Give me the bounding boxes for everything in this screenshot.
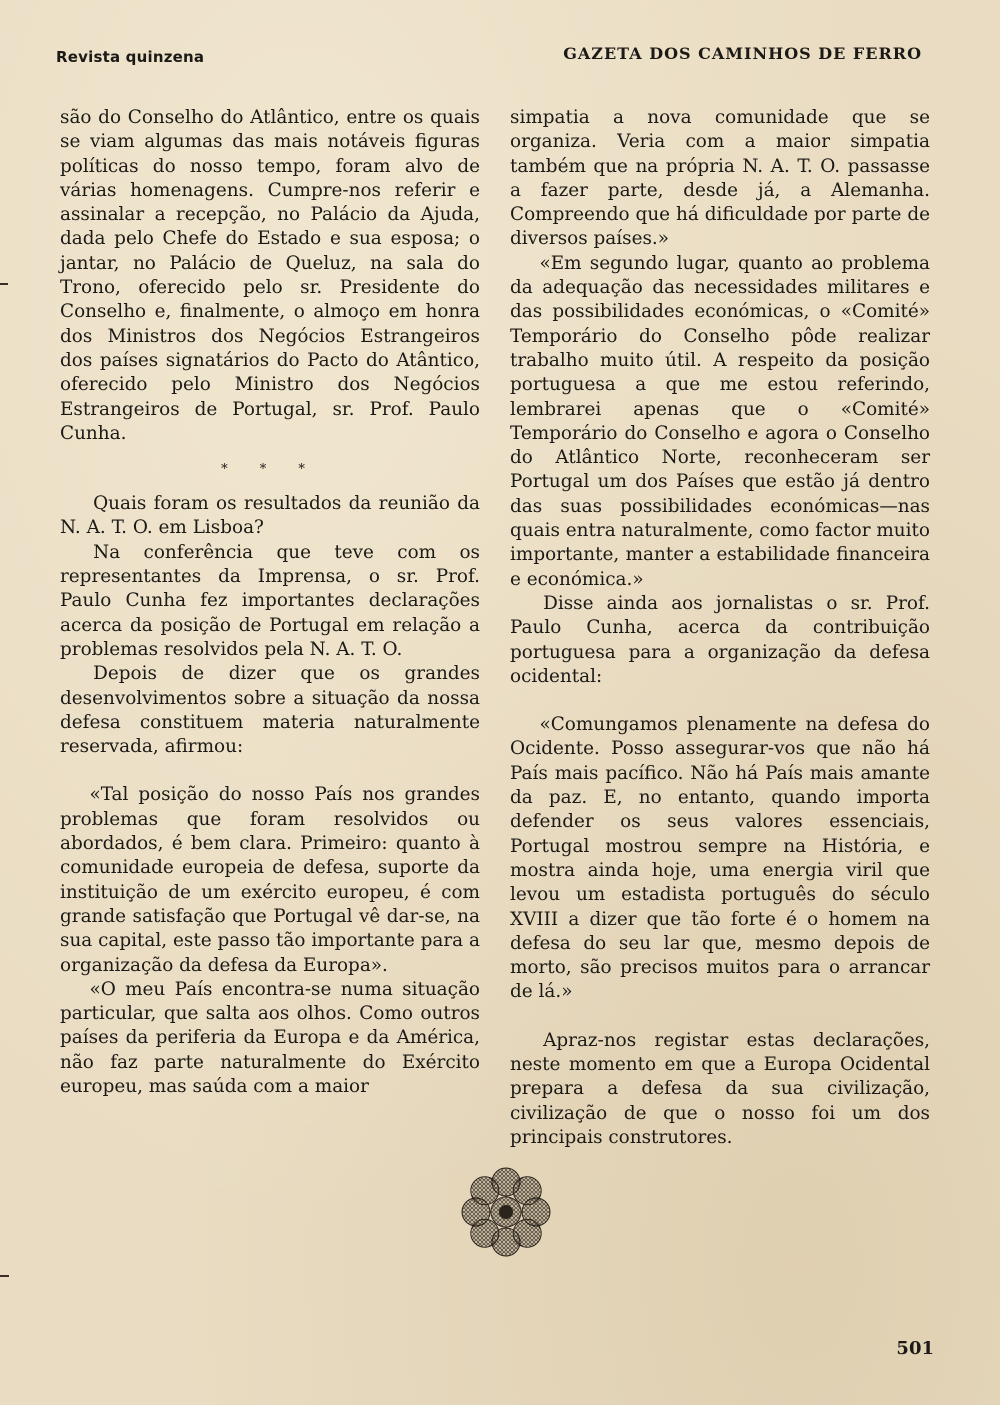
paragraph: Quais foram os resultados da reunião da N. A. T. O. em Lisboa? [60, 493, 480, 539]
paragraph: Depois de dizer que os grandes desenvolvimentos sobre a situação da nossa defesa constituem materia naturalmente reservada, afirmou: [60, 663, 480, 758]
quote-paragraph: «Comungamos plenamente na defesa do Ocidente. Posso assegurar-vos que não há País mais pacífico. Não há País mais amante da paz. E, no entanto, quando importa defender os seus valores essenciais, Portugal mostrou sempre na História, e mostra ainda hoje, uma energia viril que levou um estadista português do século XVIII a dizer que tão forte é o homem na defesa do seu lar que, mesmo depois de morto, são precisos muitos para o arrancar de lá.» [510, 714, 930, 1003]
paragraph: são do Conselho do Atlântico, entre os quais se viam algumas das mais notáveis figuras políticas do nosso tempo, foram alvo de várias homenagens. Cumpre-nos referir e assinalar a recepção, no Palácio da Ajuda, dada pelo Chefe do Estado e sua esposa; o jantar, no Palácio de Queluz, na sala do Trono, oferecido pelo sr. Presidente do Conselho e, finalmente, o almoço em honra dos Ministros dos Negócios Estrangeiros dos países signatários do Pacto do Atântico, oferecido pelo Ministro dos Negócios Estrangeiros de Portugal, sr. Prof. Paulo Cunha. [60, 107, 480, 444]
paragraph: simpatia a nova comunidade que se organiza. Veria com a maior simpatia também que na própria N. A. T. O. passasse a fazer parte, desde já, a Alemanha. Compreendo que há dificuldade por parte de diversos países.» [510, 107, 930, 250]
cable-cross-section-ornament-icon [460, 1166, 552, 1258]
running-header-left: Revista quinzena [56, 48, 205, 66]
margin-tick [0, 283, 8, 285]
paragraph: Na conferência que teve com os representantes da Imprensa, o sr. Prof. Paulo Cunha fez importantes declarações acerca da posição de Portugal em relação a problemas resolvidos pela N. A. T. O. [60, 541, 480, 660]
quote-paragraph: «Em segundo lugar, quanto ao problema da adequação das necessidades militares e das possibilidades económicas, o «Comité» Temporário do Conselho pôde realizar trabalho muito útil. A respeito da posição portuguesa a que me estou referindo, lembrarei apenas que o «Comité» Temporário do Conselho e agora o Conselho do Atlântico Norte, reconheceram ser Portugal um dos Países que estão já dentro das suas possibilidades económicas—nas quais entra naturalmente, como factor muito importante, manter a estabilidade financeira e económica.» [510, 252, 930, 590]
running-header-right: GAZETA DOS CAMINHOS DE FERRO [563, 44, 922, 63]
quote-paragraph: «Tal posição do nosso País nos grandes problemas que foram resolvidos ou abordados, é bem clara. Primeiro: quanto à comunidade europeia de defesa, suporte da instituição de um exército europeu, é com grande satisfação que Portugal vê dar-se, na sua capital, este passo tão importante para a organização da defesa da Europa». [60, 784, 480, 976]
left-column [60, 106, 480, 1099]
section-separator: * * * [221, 462, 319, 478]
margin-tick [0, 1275, 9, 1277]
right-column [510, 106, 930, 1150]
paragraph: Disse ainda aos jornalistas o sr. Prof. Paulo Cunha, acerca da contribuição portuguesa para a organização da defesa ocidental: [510, 592, 930, 687]
page-number: 501 [896, 1338, 934, 1359]
quote-paragraph: «O meu País encontra-se numa situação particular, que salta aos olhos. Como outros países da periferia da Europa e da América, não faz parte naturalmente do Exército europeu, mas saúda com a maior [60, 978, 480, 1097]
paragraph: Apraz-nos registar estas declarações, neste momento em que a Europa Ocidental prepara a defesa da sua civilização, civilização de que o nosso foi um dos principais construtores. [510, 1029, 930, 1148]
